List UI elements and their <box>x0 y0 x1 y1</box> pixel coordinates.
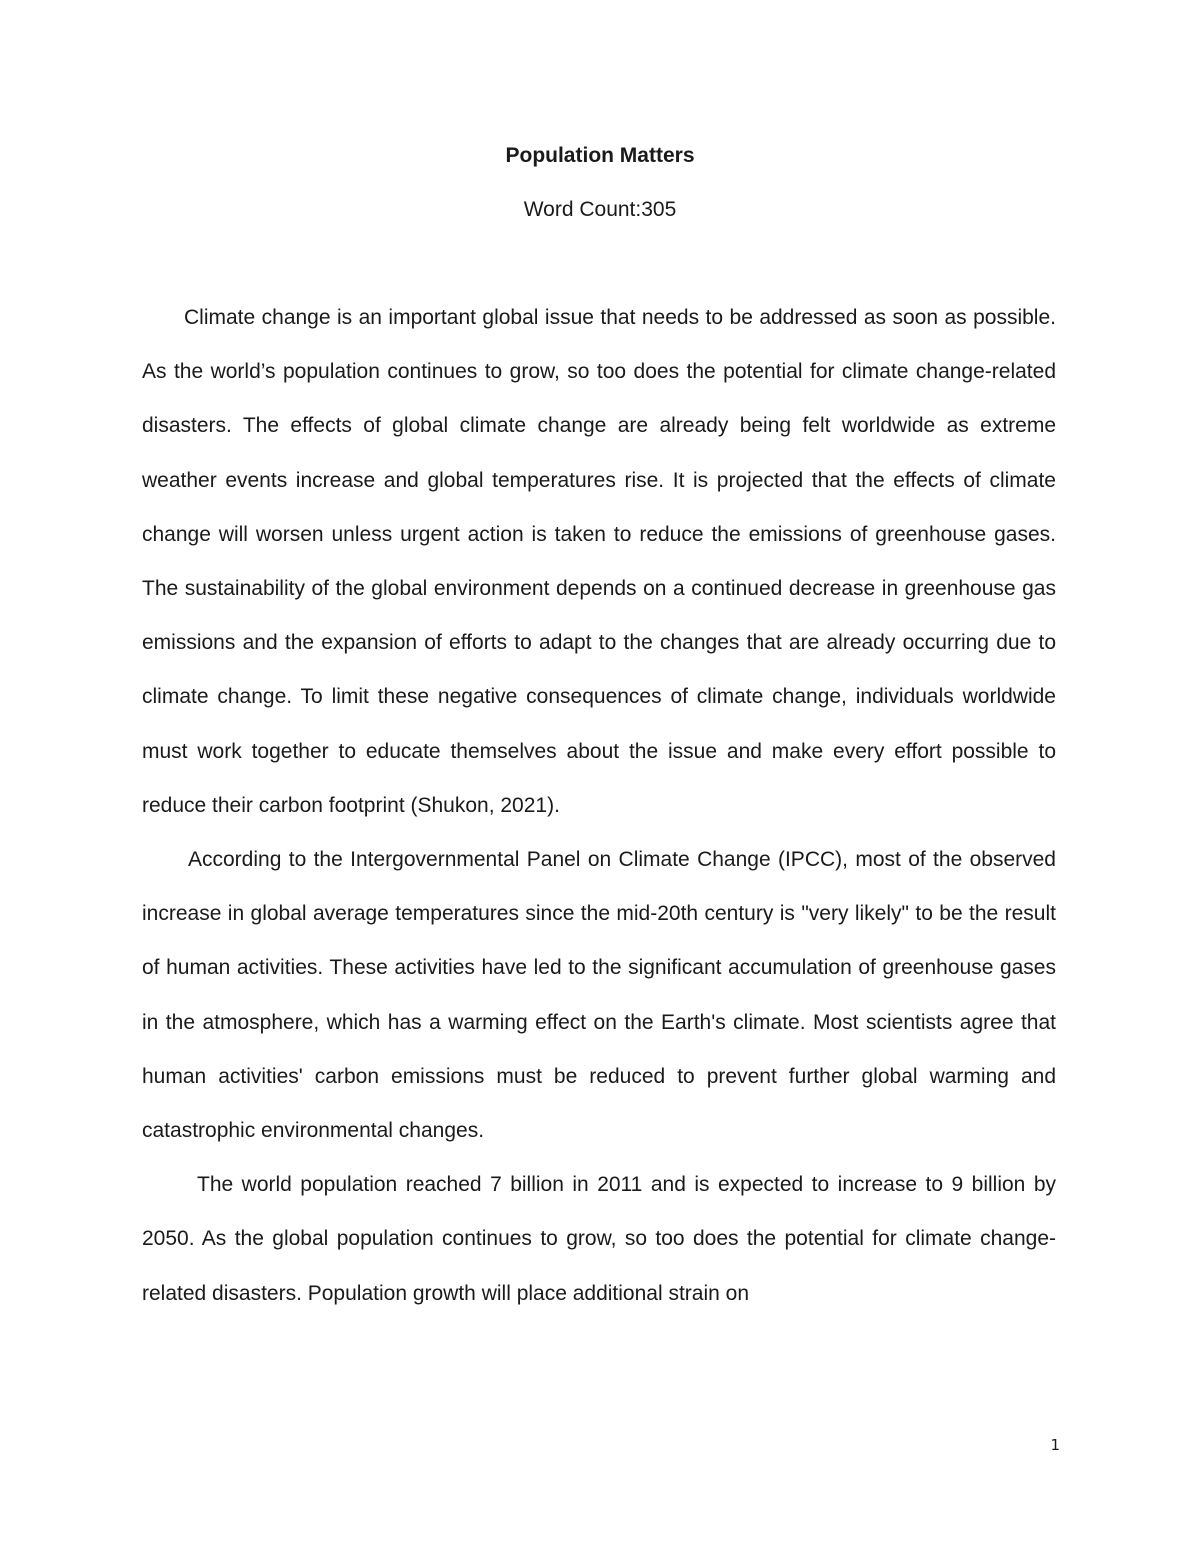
document-title: Population Matters <box>505 144 695 167</box>
paragraph: According to the Intergovernmental Panel on Climate Change (IPCC), most of the observed increase in global average temperatures since the mid-20th century is "very likely" to be the result of human activities. These activities have led to the significant accumulation of greenhouse gases in the atmosphere, which has a warming effect on the Earth's climate. Most scientists agree that human activities' carbon emissions must be reduced to prevent further global warming and catastrophic environmental changes. <box>142 848 1056 1143</box>
paragraph: The world population reached 7 billion in 2011 and is expected to increase to 9 billion by 2050. As the global population continues to grow, so too does the potential for climate change-related disasters. Population growth will place additional strain on <box>142 1173 1056 1305</box>
page-number: 1 <box>1050 1436 1060 1454</box>
word-count: Word Count:305 <box>523 198 677 221</box>
document-body <box>142 291 1056 1321</box>
paragraph: Climate change is an important global issue that needs to be addressed as soon as possible. As the world’s population continues to grow, so too does the potential for climate change-related disasters. The effects of global climate change are already being felt worldwide as extreme weather events increase and global temperatures rise. It is projected that the effects of climate change will worsen unless urgent action is taken to reduce the emissions of greenhouse gases. The sustainability of the global environment depends on a continued decrease in greenhouse gas emissions and the expansion of efforts to adapt to the changes that are already occurring due to climate change. To limit these negative consequences of climate change, individuals worldwide must work together to educate themselves about the issue and make every effort possible to reduce their carbon footprint (Shukon, 2021). <box>142 306 1056 817</box>
